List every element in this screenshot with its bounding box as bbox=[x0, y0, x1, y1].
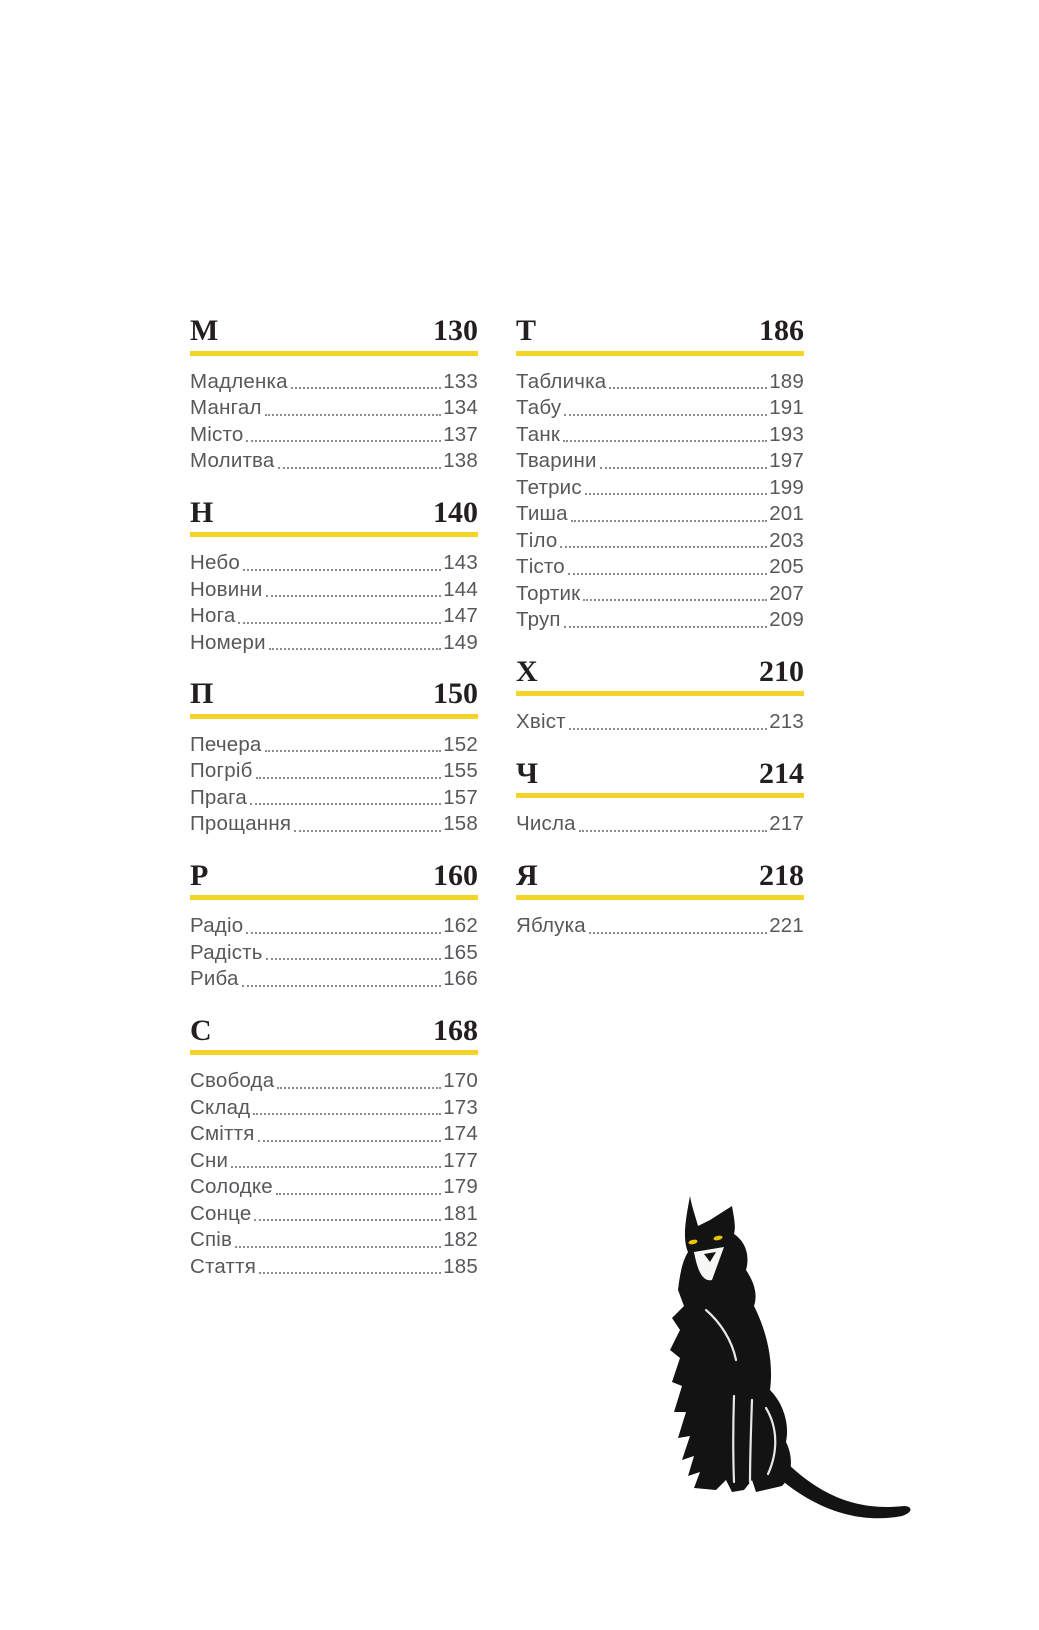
entry-page-number: 177 bbox=[443, 1148, 478, 1172]
dotted-leader bbox=[294, 830, 441, 832]
section-letter: Я bbox=[516, 858, 538, 892]
entry-title: Сміття bbox=[190, 1122, 255, 1146]
toc-entry bbox=[190, 966, 478, 993]
section-letter: Н bbox=[190, 495, 214, 529]
dotted-leader bbox=[254, 1219, 441, 1221]
dotted-leader bbox=[269, 648, 441, 650]
dotted-leader bbox=[250, 803, 441, 805]
section-letter: С bbox=[190, 1013, 212, 1047]
toc-entry bbox=[516, 811, 804, 838]
entry-title: Свобода bbox=[190, 1069, 275, 1093]
dotted-leader bbox=[564, 414, 767, 416]
toc-entry bbox=[190, 422, 478, 449]
section-entries bbox=[516, 369, 804, 634]
entry-title: Сни bbox=[190, 1148, 229, 1172]
toc-entry bbox=[190, 603, 478, 630]
entry-page-number: 213 bbox=[769, 710, 804, 734]
section-letter: П bbox=[190, 677, 214, 711]
entry-title: Сонце bbox=[190, 1201, 252, 1225]
entry-title: Числа bbox=[516, 812, 576, 836]
toc-entry bbox=[516, 528, 804, 555]
toc-entry bbox=[516, 448, 804, 475]
toc-section bbox=[190, 1014, 478, 1281]
section-letter: Т bbox=[516, 314, 537, 347]
entry-title: Риба bbox=[190, 967, 239, 991]
section-entries bbox=[190, 1068, 478, 1280]
toc-entry bbox=[516, 554, 804, 581]
entry-title: Тісто bbox=[516, 555, 565, 579]
dotted-leader bbox=[253, 1113, 441, 1115]
section-header bbox=[516, 859, 804, 901]
section-page-number: 214 bbox=[759, 756, 804, 790]
toc-entry bbox=[516, 913, 804, 940]
dotted-leader bbox=[266, 958, 442, 960]
entry-title: Радість bbox=[190, 940, 263, 964]
entry-page-number: 144 bbox=[443, 577, 478, 601]
entry-page-number: 181 bbox=[443, 1201, 478, 1225]
entry-page-number: 143 bbox=[443, 551, 478, 575]
section-entries bbox=[516, 811, 804, 838]
entry-title: Склад bbox=[190, 1095, 251, 1119]
dotted-leader bbox=[231, 1166, 441, 1168]
black-cat-illustration bbox=[636, 1190, 926, 1538]
entry-page-number: 174 bbox=[443, 1122, 478, 1146]
toc-entry bbox=[190, 369, 478, 396]
section-header bbox=[516, 655, 804, 697]
toc-entry bbox=[190, 1148, 478, 1175]
toc-entry bbox=[190, 940, 478, 967]
dotted-leader bbox=[266, 595, 442, 597]
dotted-leader bbox=[568, 573, 767, 575]
section-page-number: 168 bbox=[433, 1013, 478, 1047]
entry-title: Табу bbox=[516, 396, 562, 420]
toc-entry bbox=[516, 581, 804, 608]
dotted-leader bbox=[585, 493, 767, 495]
toc-entry bbox=[190, 630, 478, 657]
dotted-leader bbox=[291, 387, 441, 389]
entry-page-number: 185 bbox=[443, 1254, 478, 1278]
section-page-number: 160 bbox=[433, 858, 478, 892]
section-page-number: 218 bbox=[759, 858, 804, 892]
toc-entry bbox=[190, 1068, 478, 1095]
toc-section bbox=[190, 496, 478, 657]
entry-page-number: 203 bbox=[769, 528, 804, 552]
dotted-leader bbox=[277, 1087, 441, 1089]
dotted-leader bbox=[246, 932, 441, 934]
toc-entry bbox=[190, 1254, 478, 1281]
dotted-leader bbox=[563, 440, 767, 442]
section-header bbox=[516, 757, 804, 799]
entry-page-number: 147 bbox=[443, 604, 478, 628]
section-letter: М bbox=[190, 314, 219, 347]
entry-page-number: 182 bbox=[443, 1228, 478, 1252]
toc-entry bbox=[190, 1227, 478, 1254]
toc-entry bbox=[190, 1095, 478, 1122]
section-entries bbox=[190, 550, 478, 656]
entry-page-number: 152 bbox=[443, 732, 478, 756]
toc-columns bbox=[190, 314, 804, 1301]
entry-title: Тетрис bbox=[516, 475, 582, 499]
entry-title: Небо bbox=[190, 551, 240, 575]
entry-page-number: 197 bbox=[769, 449, 804, 473]
entry-title: Тварини bbox=[516, 449, 597, 473]
dotted-leader bbox=[571, 520, 767, 522]
section-entries bbox=[190, 732, 478, 838]
entry-title: Солодке bbox=[190, 1175, 273, 1199]
dotted-leader bbox=[564, 626, 767, 628]
toc-entry bbox=[516, 422, 804, 449]
entry-page-number: 221 bbox=[769, 914, 804, 938]
entry-page-number: 199 bbox=[769, 475, 804, 499]
entry-page-number: 179 bbox=[443, 1175, 478, 1199]
entry-page-number: 134 bbox=[443, 396, 478, 420]
section-entries bbox=[516, 913, 804, 940]
toc-entry bbox=[190, 1201, 478, 1228]
toc-entry bbox=[516, 475, 804, 502]
section-entries bbox=[190, 369, 478, 475]
dotted-leader bbox=[242, 985, 442, 987]
toc-entry bbox=[190, 448, 478, 475]
toc-section bbox=[516, 314, 804, 634]
dotted-leader bbox=[235, 1246, 441, 1248]
entry-title: Мангал bbox=[190, 396, 262, 420]
dotted-leader bbox=[569, 728, 767, 730]
entry-title: Радіо bbox=[190, 914, 244, 938]
section-page-number: 130 bbox=[433, 314, 478, 347]
toc-column-right bbox=[516, 314, 804, 1301]
entry-page-number: 155 bbox=[443, 759, 478, 783]
dotted-leader bbox=[583, 599, 767, 601]
entry-page-number: 170 bbox=[443, 1069, 478, 1093]
entry-title: Яблука bbox=[516, 914, 586, 938]
toc-entry bbox=[516, 709, 804, 736]
entry-page-number: 209 bbox=[769, 608, 804, 632]
dotted-leader bbox=[276, 1193, 441, 1195]
toc-entry bbox=[190, 732, 478, 759]
toc-section bbox=[516, 757, 804, 838]
section-page-number: 210 bbox=[759, 654, 804, 688]
entry-title: Труп bbox=[516, 608, 561, 632]
entry-page-number: 217 bbox=[769, 812, 804, 836]
entry-page-number: 138 bbox=[443, 449, 478, 473]
toc-entry bbox=[516, 395, 804, 422]
toc-entry bbox=[516, 369, 804, 396]
toc-section bbox=[516, 655, 804, 736]
entry-page-number: 165 bbox=[443, 940, 478, 964]
entry-page-number: 133 bbox=[443, 369, 478, 393]
entry-page-number: 162 bbox=[443, 914, 478, 938]
entry-title: Нога bbox=[190, 604, 236, 628]
section-page-number: 150 bbox=[433, 677, 478, 711]
dotted-leader bbox=[256, 777, 442, 779]
dotted-leader bbox=[560, 546, 767, 548]
toc-section bbox=[190, 859, 478, 993]
toc-entry bbox=[190, 395, 478, 422]
toc-section bbox=[190, 677, 478, 838]
entry-title: Хвіст bbox=[516, 710, 566, 734]
entry-title: Печера bbox=[190, 732, 262, 756]
entry-title: Прощання bbox=[190, 812, 292, 836]
dotted-leader bbox=[246, 440, 441, 442]
dotted-leader bbox=[259, 1272, 441, 1274]
entry-page-number: 157 bbox=[443, 785, 478, 809]
entry-title: Місто bbox=[190, 422, 244, 446]
section-letter: Ч bbox=[516, 756, 539, 790]
section-header bbox=[190, 314, 478, 356]
toc-entry bbox=[190, 577, 478, 604]
entry-title: Прага bbox=[190, 785, 247, 809]
toc-entry bbox=[190, 811, 478, 838]
section-letter: Р bbox=[190, 858, 209, 892]
toc-entry bbox=[190, 1174, 478, 1201]
toc-section bbox=[190, 314, 478, 475]
entry-title: Табличка bbox=[516, 369, 607, 393]
toc-entry bbox=[190, 758, 478, 785]
entry-page-number: 193 bbox=[769, 422, 804, 446]
entry-title: Танк bbox=[516, 422, 561, 446]
entry-title: Спів bbox=[190, 1228, 233, 1252]
entry-page-number: 149 bbox=[443, 630, 478, 654]
section-header bbox=[190, 496, 478, 538]
section-page-number: 186 bbox=[759, 314, 804, 347]
entry-page-number: 137 bbox=[443, 422, 478, 446]
entry-title: Тортик bbox=[516, 581, 581, 605]
entry-page-number: 205 bbox=[769, 555, 804, 579]
toc-entry bbox=[190, 913, 478, 940]
toc-entry bbox=[190, 550, 478, 577]
toc-section bbox=[516, 859, 804, 940]
entry-title: Тіло bbox=[516, 528, 558, 552]
section-entries bbox=[190, 913, 478, 993]
entry-title: Молитва bbox=[190, 449, 275, 473]
entry-page-number: 201 bbox=[769, 502, 804, 526]
dotted-leader bbox=[609, 387, 767, 389]
toc-entry bbox=[190, 1121, 478, 1148]
entry-title: Погріб bbox=[190, 759, 253, 783]
entry-title: Мадленка bbox=[190, 369, 288, 393]
entry-page-number: 207 bbox=[769, 581, 804, 605]
dotted-leader bbox=[238, 622, 441, 624]
dotted-leader bbox=[579, 830, 767, 832]
toc-entry bbox=[516, 607, 804, 634]
toc-entry bbox=[190, 785, 478, 812]
entry-page-number: 189 bbox=[769, 369, 804, 393]
dotted-leader bbox=[589, 932, 767, 934]
entry-page-number: 158 bbox=[443, 812, 478, 836]
entry-title: Тиша bbox=[516, 502, 568, 526]
entry-page-number: 173 bbox=[443, 1095, 478, 1119]
dotted-leader bbox=[265, 750, 442, 752]
section-letter: Х bbox=[516, 654, 538, 688]
dotted-leader bbox=[600, 467, 767, 469]
dotted-leader bbox=[258, 1140, 442, 1142]
dotted-leader bbox=[265, 414, 442, 416]
dotted-leader bbox=[278, 467, 442, 469]
section-header bbox=[190, 677, 478, 719]
toc-column-left bbox=[190, 314, 478, 1301]
section-header bbox=[190, 859, 478, 901]
entry-title: Стаття bbox=[190, 1254, 256, 1278]
section-header bbox=[190, 1014, 478, 1056]
entry-title: Новини bbox=[190, 577, 263, 601]
cat-leg-line-1 bbox=[733, 1396, 734, 1482]
section-page-number: 140 bbox=[433, 495, 478, 529]
section-entries bbox=[516, 709, 804, 736]
dotted-leader bbox=[243, 569, 441, 571]
entry-title: Номери bbox=[190, 630, 266, 654]
entry-page-number: 191 bbox=[769, 396, 804, 420]
section-header bbox=[516, 314, 804, 356]
entry-page-number: 166 bbox=[443, 967, 478, 991]
toc-entry bbox=[516, 501, 804, 528]
